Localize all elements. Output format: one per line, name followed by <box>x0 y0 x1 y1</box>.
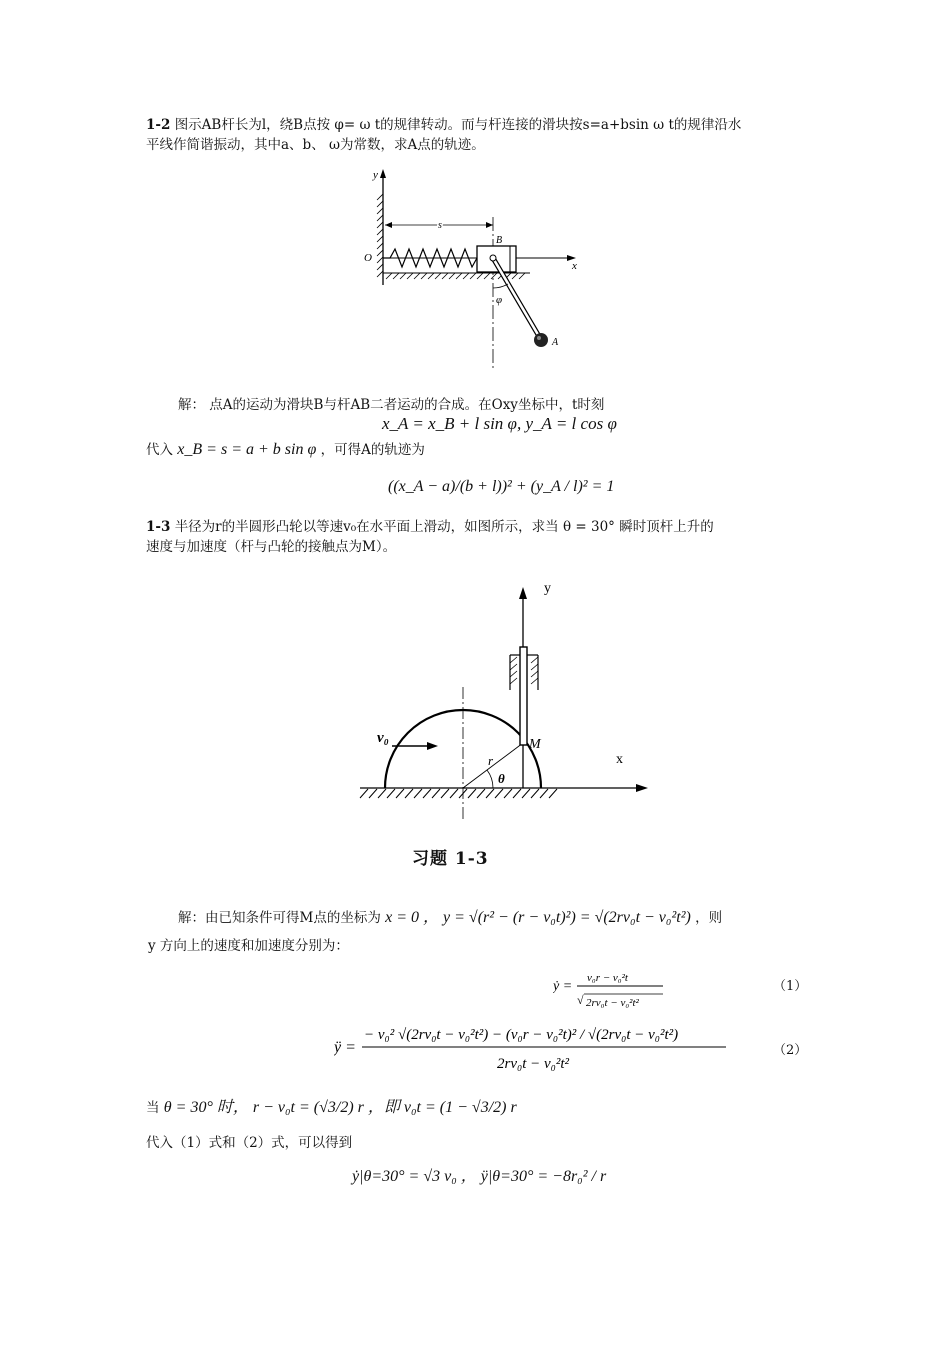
problem-number: 1-2 <box>146 117 171 133</box>
fig13-v0-label: v₀ <box>377 730 389 746</box>
equation-number-2: （2） <box>773 1043 808 1058</box>
equation-acceleration <box>334 1018 734 1076</box>
substitution-prefix: 代入 <box>146 442 173 458</box>
fig12-A-label: A <box>552 337 559 348</box>
svg-text:ÿ =: ÿ = <box>334 1039 356 1056</box>
problem-text: 半径为r的半圆形凸轮以等速v₀在水平面上滑动，如图所示，求当 θ = 30° 瞬时顶杆上升的 <box>174 519 714 535</box>
substitution-suffix: ，可得A的轨迹为 <box>320 442 425 458</box>
fig13-theta-label: θ <box>498 771 505 786</box>
problem-text: 图示AB杆长为l，绕B点按 φ= ω t的规律转动。而与杆连接的滑块按s=a+bsin ω t的规律沿水 <box>174 117 742 133</box>
fig13-x-label: x <box>616 752 623 767</box>
fig12-x-label: x <box>572 260 577 272</box>
svg-text:2rv₀t − v₀²t²: 2rv₀t − v₀²t² <box>586 997 639 1009</box>
fig12-phi-label: φ <box>496 294 503 306</box>
svg-text:2rv₀t − v₀²t²: 2rv₀t − v₀²t² <box>497 1056 570 1072</box>
svg-text:ẏ =: ẏ = <box>553 979 573 994</box>
equation-number-1: （1） <box>773 979 808 994</box>
problem-1-2-line2: 平线作简谐振动，其中a、b、 ω为常数，求A点的轨迹。 <box>146 137 485 153</box>
equation-trajectory: ((x_A − a)/(b + l))² + (y_A / l)² = 1 <box>388 478 615 495</box>
substitution-text: 代入（1）式和（2）式，可以得到 <box>146 1135 353 1151</box>
figure-cam-follower <box>350 575 660 825</box>
equation-A-coordinates: x_A = x_B + l sin φ, y_A = l cos φ <box>382 414 617 433</box>
substitution-line <box>146 440 425 460</box>
equation-xB: x_B = s = a + b sin φ <box>177 441 317 458</box>
svg-text:− v₀² √(2rv₀t − v₀²t²) − (v₀r: − v₀² √(2rv₀t − v₀²t²) − (v₀r − v₀²t)² / √(2rv₀t − v₀²t²) <box>364 1027 679 1043</box>
fig12-origin-label: O <box>364 252 372 264</box>
solution-1-3-line2: y 方向上的速度和加速度分别为： <box>148 938 349 954</box>
figure-caption: 习题 1-3 <box>412 849 489 869</box>
equation-final-result: ẏ|θ=30° = √3 v₀ ， ÿ|θ=30° = −8r₀² / r <box>352 1168 607 1185</box>
fig12-y-label: y <box>373 169 378 181</box>
solution-text: 解：由已知条件可得M点的坐标为 <box>178 910 381 926</box>
equation-M-coordinates: x = 0 ， y = √(r² − (r − v₀t)²) = √(2rv₀t − v₀²t²) <box>385 909 691 926</box>
problem-1-3-line2: 速度与加速度（杆与凸轮的接触点为M）。 <box>146 539 397 555</box>
fig13-M-label: M <box>529 737 541 752</box>
figure-slider-rod <box>360 165 590 375</box>
condition-prefix: 当 <box>146 1100 160 1116</box>
condition-line <box>146 1098 517 1118</box>
svg-text:√: √ <box>577 993 584 1007</box>
fig13-y-label: y <box>544 581 551 596</box>
solution-1-2-intro: 解： 点A的运动为滑块B与杆AB二者运动的合成。在Oxy坐标中，t时刻 <box>178 397 605 413</box>
problem-1-3-line1 <box>146 517 714 537</box>
solution-1-3-line1 <box>178 908 722 928</box>
equation-velocity <box>553 964 673 1014</box>
problem-1-2-line1 <box>146 115 741 135</box>
svg-text:v₀r − v₀²t: v₀r − v₀²t <box>587 972 628 984</box>
fig13-r-label: r <box>488 753 494 768</box>
fig12-s-label: s <box>438 220 442 231</box>
fig12-B-label: B <box>496 235 503 246</box>
problem-number: 1-3 <box>146 519 171 535</box>
solution-text-suffix: ，则 <box>695 910 723 926</box>
equation-condition: θ = 30° 时， r − v₀t = (√3/2) r ，即 v₀t = (1 − √3/2) r <box>163 1099 517 1116</box>
